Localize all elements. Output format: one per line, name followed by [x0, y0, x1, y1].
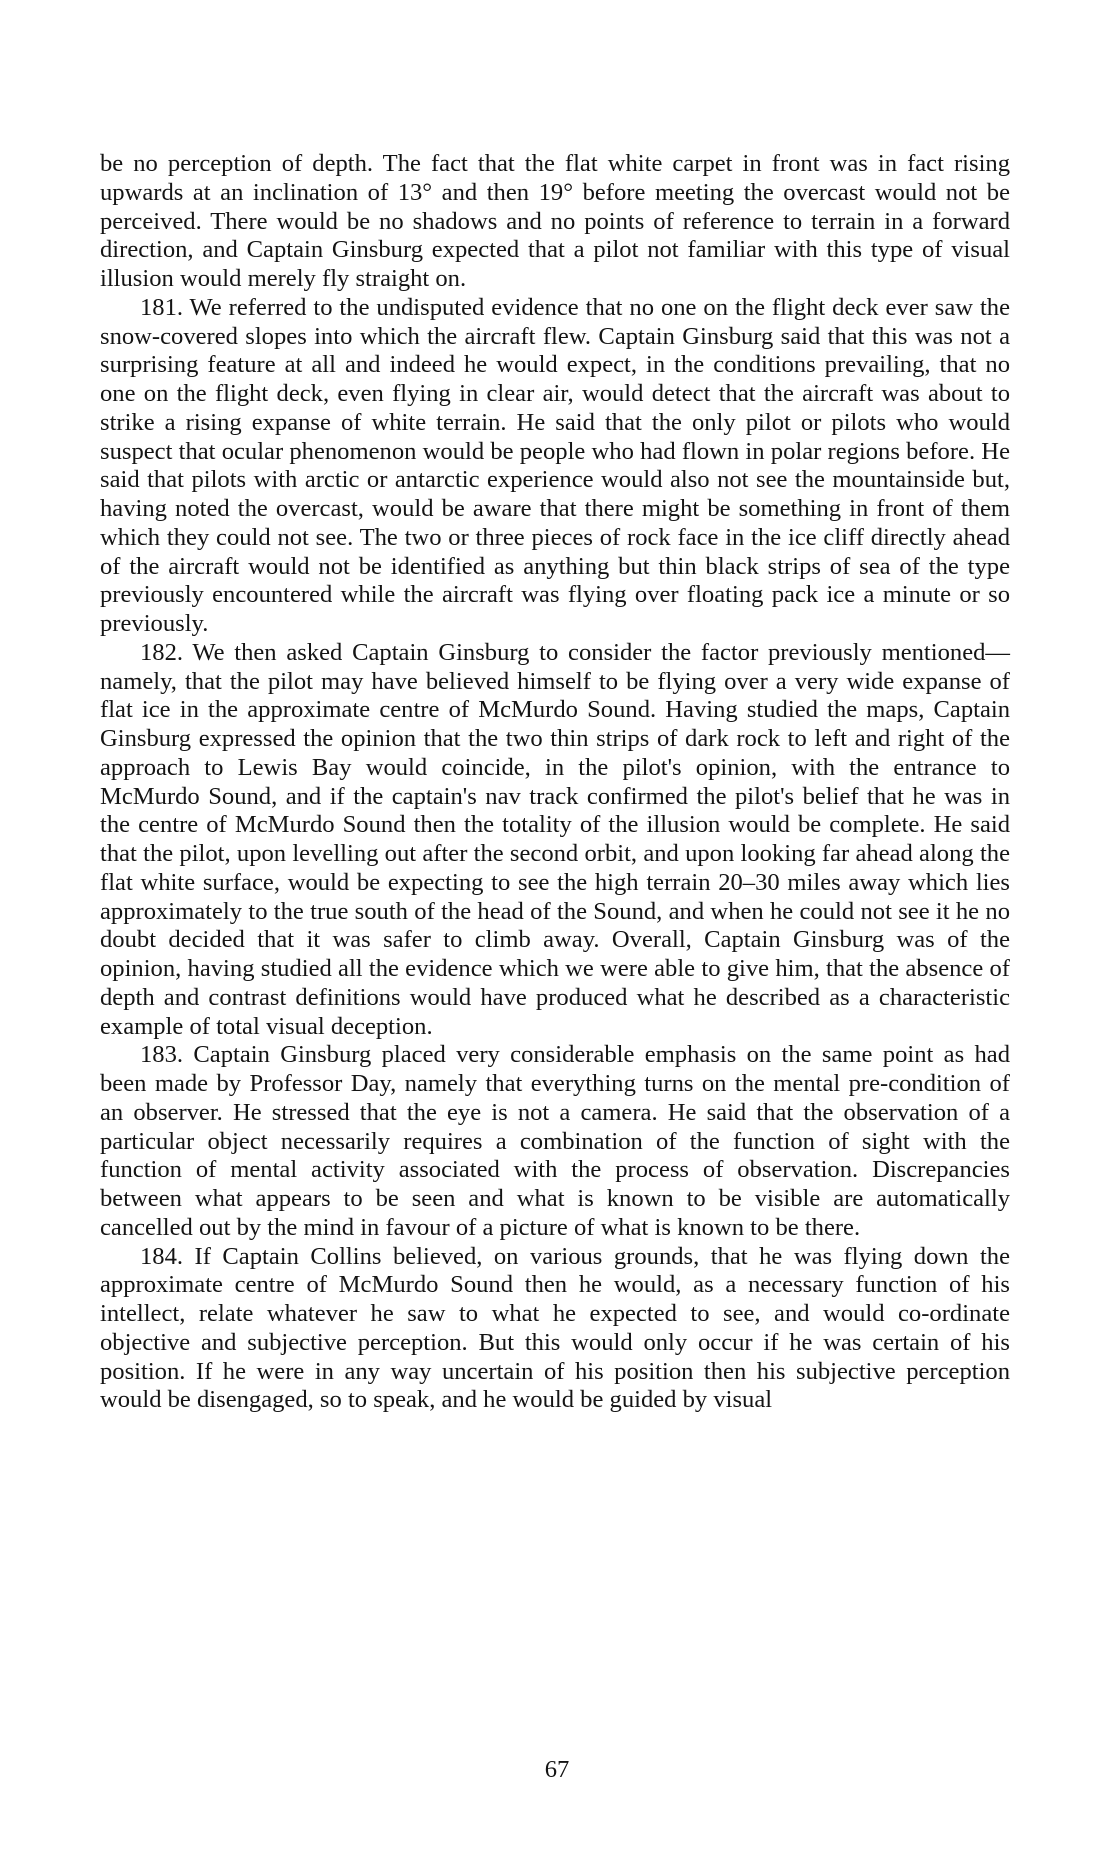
- paragraph-181: 181. We referred to the undisputed evidence that no one on the flight deck ever saw the snow-covered slopes into which the aircraft flew. Captain Ginsburg said that this was not a surprising feature at all and indeed he would expect, in the conditions prevailing, that no one on the flight deck, even flying in clear air, would detect that the aircraft was about to strike a rising expanse of white terrain. He said that the only pilot or pilots who would suspect that ocular phenomenon would be people who had flown in polar regions before. He said that pilots with arctic or antarctic experience would also not see the mountainside but, having noted the overcast, would be aware that there might be something in front of them which they could not see. The two or three pieces of rock face in the ice cliff directly ahead of the aircraft would not be identified as anything but thin black strips of sea of the type previously encountered while the aircraft was flying over floating pack ice a minute or so previously.: [100, 293, 1010, 637]
- paragraph-continued: be no perception of depth. The fact that the flat white carpet in front was in fact rising upwards at an inclination of 13° and then 19° before meeting the overcast would not be perceived. There would be no shadows and no points of reference to terrain in a forward direction, and Captain Ginsburg expected that a pilot not familiar with this type of visual illusion would merely fly straight on.: [100, 150, 1010, 292]
- paragraph-183: 183. Captain Ginsburg placed very considerable emphasis on the same point as had been made by Professor Day, namely that everything turns on the mental pre-condition of an observer. He stressed that the eye is not a camera. He said that the observation of a particular object necessarily requires a combination of the function of sight with the function of mental activity associated with the process of observation. Discrepancies between what appears to be seen and what is known to be visible are automatically cancelled out by the mind in favour of a picture of what is known to be there.: [100, 1041, 1010, 1241]
- paragraph-182: 182. We then asked Captain Ginsburg to consider the factor previously mentioned—namely, that the pilot may have believed himself to be flying over a very wide expanse of flat ice in the approximate centre of McMurdo Sound. Having studied the maps, Captain Ginsburg expressed the opinion that the two thin strips of dark rock to left and right of the approach to Lewis Bay would coincide, in the pilot's opinion, with the entrance to McMurdo Sound, and if the captain's nav track confirmed the pilot's belief that he was in the centre of McMurdo Sound then the totality of the illusion would be complete. He said that the pilot, upon levelling out after the second orbit, and upon looking far ahead along the flat white surface, would be expecting to see the high terrain 20–30 miles away which lies approximately to the true south of the head of the Sound, and when he could not see it he no doubt decided that it was safer to climb away. Overall, Captain Ginsburg was of the opinion, having studied all the evidence which we were able to give him, that the absence of depth and contrast definitions would have produced what he described as a characteristic example of total visual deception.: [100, 638, 1010, 1040]
- page-number: 67: [544, 1756, 570, 1783]
- paragraph-184: 184. If Captain Collins believed, on various grounds, that he was flying down the approximate centre of McMurdo Sound then he would, as a necessary function of his intellect, relate whatever he saw to what he expected to see, and would co-ordinate objective and subjective perception. But this would only occur if he was certain of his position. If he were in any way uncertain of his position then his subjective perception would be disengaged, so to speak, and he would be guided by visual: [100, 1242, 1010, 1414]
- page-body: [100, 150, 1010, 1415]
